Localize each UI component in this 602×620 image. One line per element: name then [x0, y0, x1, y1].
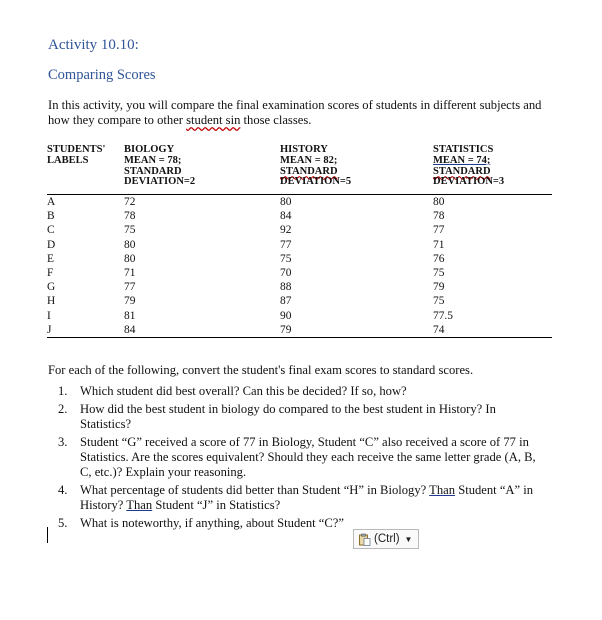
intro-paragraph	[48, 98, 548, 128]
paste-options-button[interactable]	[353, 529, 419, 549]
list-item: 1. Which student did best overall? Can this be decided? If so, how?	[58, 384, 407, 398]
scores-table	[47, 143, 552, 338]
list-item: 5. What is noteworthy, if anything, about Student “C?”	[58, 516, 344, 530]
table-row: D 80 77 71	[47, 238, 445, 251]
table-row: E 80 75 76	[47, 252, 445, 265]
table-body	[47, 195, 552, 338]
table-row: C 75 92 77	[47, 224, 445, 237]
header-history: HISTORY MEAN = 82; STANDARD DEVIATION=5	[280, 144, 352, 188]
table-row: A 72 80 80	[47, 196, 445, 208]
clipboard-icon	[358, 533, 371, 546]
chevron-down-icon: ▼	[404, 534, 413, 544]
table-row: H 79 87 75	[47, 295, 445, 308]
table-row: G 77 88 79	[47, 281, 445, 294]
activity-title: Activity 10.10:	[48, 37, 139, 53]
activity-subtitle: Comparing Scores	[48, 67, 156, 83]
intro-text-2: those classes.	[240, 113, 312, 127]
spelling-flag[interactable]: student sin	[186, 113, 241, 127]
table-row: F 71 70 75	[47, 266, 445, 279]
table-header	[47, 143, 552, 195]
list-item: 3. Student “G” received a score of 77 in Biology, Student “C” also received a score of 77 in Statistics. Are the scores equivalent? Should they each receive the same letter grade (A, B, C, etc.)? Explain your reasoning.	[58, 435, 536, 479]
table-row: B 78 84 78	[47, 210, 445, 223]
list-item: 2. How did the best student in biology do compared to the best student in History? In Statistics?	[58, 402, 496, 431]
text-cursor	[47, 527, 48, 543]
table-row: I 81 90 77.5	[47, 309, 453, 322]
header-statistics: STATISTICS MEAN = 74; STANDARD DEVIATION=3	[433, 144, 505, 188]
intro-text-1: In this activity, you will compare the final examination scores of students in different subjects and how they compare to other	[48, 98, 542, 127]
table-row: J 84 79 74	[47, 323, 445, 336]
list-item: 4. What percentage of students did better than Student “H” in Biology? Than Student “A” in History? Than Student “J” in Statistics?	[58, 483, 534, 512]
question-list	[58, 384, 548, 534]
header-labels: STUDENTS' LABELS	[47, 144, 106, 166]
instruction-paragraph: For each of the following, convert the student's final exam scores to standard scores.	[48, 363, 474, 377]
paste-options-label: (Ctrl)	[374, 533, 400, 545]
header-biology: BIOLOGY MEAN = 78; STANDARD DEVIATION=2	[124, 144, 196, 188]
